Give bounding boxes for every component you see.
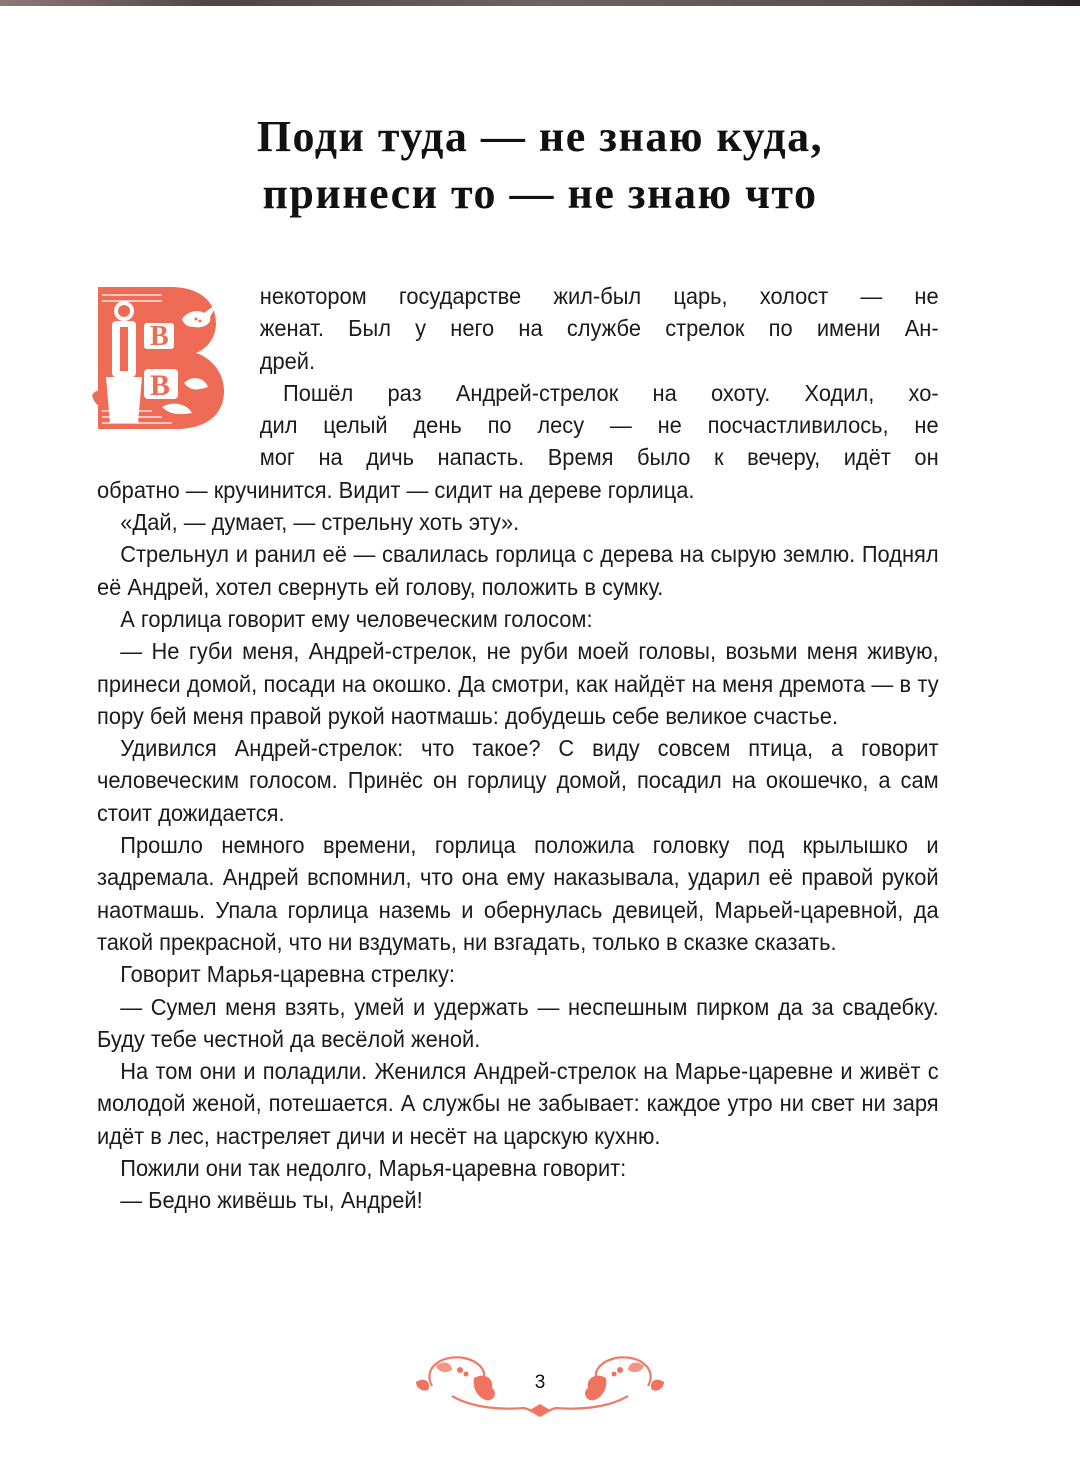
paragraph-2-line-3: мог на дичь напасть. Время было к вечеру, идёт он (259, 444, 939, 471)
scan-top-edge (0, 0, 1080, 6)
paragraph-8: Прошло немного времени, горлица положила головку под крылышко и задремала. Андрей вспомнил, что она ему наказывала, ударил её правой рукой наотмашь. Упала горлица наземь и обернулась девицей, Марьей-царевной, да такой прекрасной, что ни вздумать, ни взгадать, только в сказке сказать. (97, 832, 939, 955)
paragraph-1-line-3: дрей. (259, 347, 316, 374)
paragraph-11: На том они и поладили. Женился Андрей-стрелок на Марье-царевне и живёт с молодой женой, потешается. А службы не забывает: каждое утро ни свет ни заря идёт в лес, настреляет дичи и несёт на царскую кухню. (97, 1058, 939, 1149)
paragraph-2-line-4: обратно — кручинится. Видит — сидит на дереве горлица. (97, 476, 695, 503)
title-line-2: принеси то — не знаю что (262, 169, 818, 218)
paragraph-1-line-2: женат. Был у него на службе стрелок по имени Ан- (259, 315, 939, 342)
paragraph-13: — Бедно живёшь ты, Андрей! (120, 1187, 423, 1214)
paragraph-2-line-2: дил целый день по лесу — не посчастливилось, не (259, 412, 939, 439)
paragraph-5: А горлица говорит ему человеческим голосом: (120, 605, 593, 632)
paragraph-2-line-1: Пошёл раз Андрей-стрелок на охоту. Ходил, хо- (283, 379, 939, 406)
story-title (0, 108, 1080, 222)
paragraph-9: Говорит Марья-царевна стрелку: (120, 961, 455, 988)
paragraph-4: Стрельнул и ранил её — свалилась горлица с дерева на сырую землю. Поднял её Андрей, хотел свернуть ей голову, положить в сумку. (97, 541, 939, 600)
story-body (97, 280, 939, 1217)
svg-text:В: В (150, 369, 171, 402)
title-line-1: Поди туда — не знаю куда, (256, 112, 824, 161)
paragraph-12: Пожили они так недолго, Марья-царевна говорит: (120, 1155, 627, 1182)
paragraph-3: «Дай, — думает, — стрельну хоть эту». (120, 509, 520, 536)
paragraph-7: Удивился Андрей-стрелок: что такое? С виду совсем птица, а говорит человеческим голосом. Принёс он горлицу домой, посадил на окошечко, а сам стоит дожидается. (97, 735, 939, 826)
paragraph-1-line-1: некотором государстве жил-был царь, холост — не (259, 283, 939, 309)
paragraph-10: — Сумел меня взять, умей и удержать — неспешным пирком да за свадебку. Буду тебе честной да весёлой женой. (97, 993, 939, 1052)
svg-text:В: В (150, 321, 169, 352)
page-number: 3 (534, 1372, 546, 1393)
paragraph-6: — Не губи меня, Андрей-стрелок, не руби моей головы, возьми меня живую, принеси домой, посади на окошко. Да смотри, как найдёт на меня дремота — в ту пору бей меня правой рукой наотмашь: добудешь себе великое счастье. (97, 638, 939, 729)
